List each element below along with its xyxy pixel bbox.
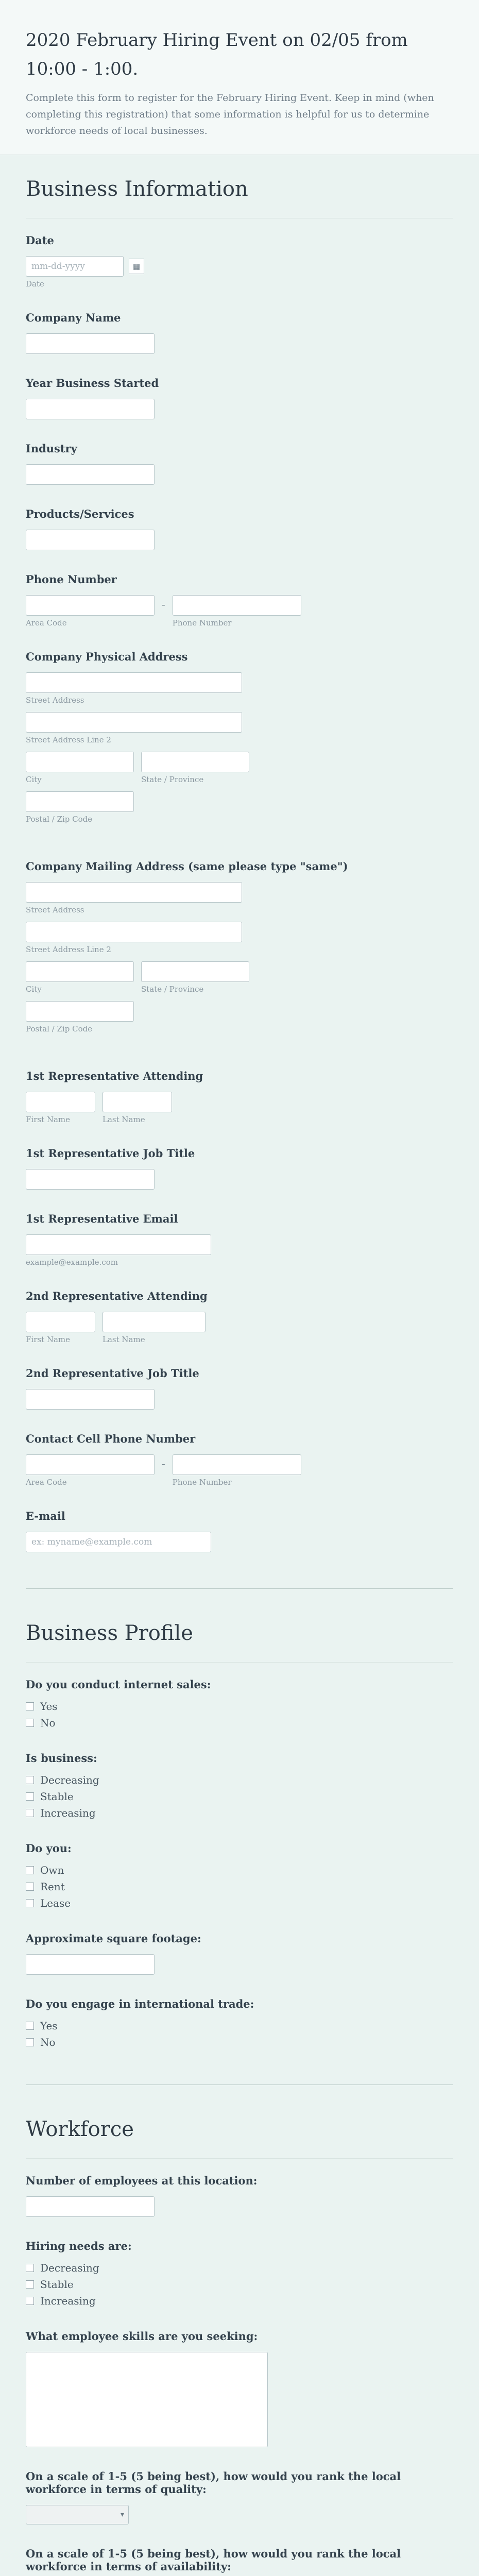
area-code-sublabel: Area Code [26, 618, 67, 628]
option-label: Decreasing [40, 1774, 99, 1786]
state-sublabel: State / Province [141, 775, 204, 784]
option[interactable] [26, 1880, 453, 1893]
option[interactable] [26, 2036, 453, 2048]
section-header-workforce [26, 2116, 453, 2159]
city-sublabel: City [26, 775, 42, 784]
date-input[interactable] [26, 256, 124, 277]
section-divider [26, 2084, 453, 2085]
option[interactable] [26, 2295, 453, 2307]
option[interactable] [26, 1897, 453, 1909]
business-trend-field [26, 1752, 453, 1819]
employees-field [26, 2174, 453, 2217]
business-trend-label: Is business: [26, 1752, 97, 1765]
mailing-postal-input[interactable] [26, 1001, 134, 1022]
skills-label: What employee skills are you seeking: [26, 2330, 258, 2343]
last-name-sublabel: Last Name [102, 1335, 145, 1344]
rep1-title-label: 1st Representative Job Title [26, 1147, 195, 1160]
option-label: Stable [40, 2278, 74, 2291]
quality-field [26, 2470, 453, 2524]
company-name-label: Company Name [26, 311, 121, 324]
checkbox[interactable] [26, 2038, 34, 2046]
checkbox[interactable] [26, 2264, 34, 2272]
postal-sublabel: Postal / Zip Code [26, 1024, 93, 1033]
first-name-sublabel: First Name [26, 1115, 71, 1124]
phone-number-sublabel: Phone Number [172, 618, 232, 628]
internet-sales-field [26, 1678, 453, 1729]
checkbox[interactable] [26, 1776, 34, 1784]
section-title: Workforce [26, 2117, 134, 2141]
checkbox[interactable] [26, 1719, 34, 1727]
contact-area-code-input[interactable] [26, 1454, 155, 1475]
year-started-label: Year Business Started [26, 377, 159, 389]
checkbox[interactable] [26, 1702, 34, 1710]
rep1-label: 1st Representative Attending [26, 1070, 203, 1082]
rep2-title-input[interactable] [26, 1389, 155, 1410]
checkbox[interactable] [26, 1792, 34, 1801]
products-label: Products/Services [26, 507, 134, 520]
phone-label: Phone Number [26, 573, 117, 586]
area-code-input[interactable] [26, 595, 155, 616]
option[interactable] [26, 1864, 453, 1876]
phone-number-input[interactable] [173, 595, 301, 616]
email-field [26, 1510, 453, 1552]
option-label: Decreasing [40, 2262, 99, 2274]
hiring-needs-label: Hiring needs are: [26, 2240, 132, 2252]
form-description: Complete this form to register for the February Hiring Event. Keep in mind (when completing this registration) that some information is helpful for us to determine workforce needs of local businesses. [26, 92, 434, 137]
rep1-first-input[interactable] [26, 1092, 95, 1112]
skills-textarea[interactable] [26, 2352, 268, 2447]
option-label: Increasing [40, 1807, 96, 1819]
rep1-email-field [26, 1212, 453, 1267]
form-header [0, 0, 479, 155]
option[interactable] [26, 2020, 453, 2032]
section-divider [26, 1588, 453, 1589]
mailing-state-input[interactable] [141, 961, 249, 982]
section-title: Business Information [26, 177, 248, 201]
availability-label: On a scale of 1-5 (5 being best), how would you rank the local workforce in terms of availability: [26, 2547, 401, 2573]
contact-phone-number-input[interactable] [173, 1454, 301, 1475]
option[interactable] [26, 2278, 453, 2291]
checkbox[interactable] [26, 2022, 34, 2030]
section-header-business-info [26, 155, 453, 218]
phone-dash: - [162, 598, 165, 611]
ownership-label: Do you: [26, 1842, 72, 1855]
option[interactable] [26, 2262, 453, 2274]
physical-street-input[interactable] [26, 672, 242, 693]
square-footage-label: Approximate square footage: [26, 1932, 201, 1945]
city-sublabel: City [26, 985, 42, 994]
section-title: Business Profile [26, 1621, 193, 1645]
street2-sublabel: Street Address Line 2 [26, 735, 111, 744]
employees-label: Number of employees at this location: [26, 2174, 258, 2187]
email-sublabel: example@example.com [26, 1258, 118, 1267]
contact-phone-field [26, 1432, 453, 1487]
phone-number-sublabel: Phone Number [172, 1478, 232, 1487]
option[interactable] [26, 1717, 453, 1729]
quality-select[interactable] [26, 2505, 129, 2524]
option[interactable] [26, 1790, 453, 1803]
section-header-business-profile [26, 1620, 453, 1663]
company-name-field [26, 311, 453, 354]
contact-phone-label: Contact Cell Phone Number [26, 1432, 196, 1445]
option-label: No [40, 1717, 56, 1729]
products-input[interactable] [26, 530, 155, 550]
date-label: Date [26, 234, 54, 247]
rep2-title-field [26, 1367, 453, 1410]
international-label: Do you engage in international trade: [26, 1997, 254, 2010]
option-label: Rent [40, 1880, 65, 1893]
form-title: 2020 February Hiring Event on 02/05 from 10:00 - 1:00. [26, 30, 408, 79]
form-content [0, 155, 479, 2576]
option-label: Yes [40, 1700, 58, 1713]
rep2-first-input[interactable] [26, 1312, 95, 1332]
postal-sublabel: Postal / Zip Code [26, 815, 93, 824]
international-field [26, 1997, 453, 2048]
state-sublabel: State / Province [141, 985, 204, 994]
internet-sales-label: Do you conduct internet sales: [26, 1678, 211, 1691]
mailing-address-label: Company Mailing Address (same please type "same") [26, 860, 348, 873]
option-label: Stable [40, 1790, 74, 1803]
year-started-input[interactable] [26, 399, 155, 419]
date-sublabel: Date [26, 279, 44, 289]
physical-address-label: Company Physical Address [26, 650, 188, 663]
physical-state-input[interactable] [141, 752, 249, 772]
rep1-email-label: 1st Representative Email [26, 1212, 178, 1225]
mailing-address-field [26, 860, 453, 1033]
option-label: Lease [40, 1897, 71, 1909]
checkbox[interactable] [26, 1899, 34, 1907]
checkbox[interactable] [26, 1883, 34, 1891]
industry-label: Industry [26, 442, 77, 455]
mailing-street-input[interactable] [26, 882, 242, 903]
phone-dash: - [162, 1458, 165, 1470]
rep1-title-input[interactable] [26, 1169, 155, 1190]
rep2-last-input[interactable] [102, 1312, 206, 1332]
physical-street2-input[interactable] [26, 712, 242, 733]
option-label: Yes [40, 2020, 58, 2032]
option-label: Increasing [40, 2295, 96, 2307]
hiring-needs-field [26, 2240, 453, 2307]
street-sublabel: Street Address [26, 696, 84, 705]
checkbox[interactable] [26, 2297, 34, 2305]
last-name-sublabel: Last Name [102, 1115, 145, 1124]
rep2-label: 2nd Representative Attending [26, 1290, 208, 1302]
street-sublabel: Street Address [26, 905, 84, 914]
option-label: No [40, 2036, 56, 2048]
date-field [26, 234, 453, 289]
quality-label: On a scale of 1-5 (5 being best), how would you rank the local workforce in terms of quality: [26, 2470, 401, 2496]
ownership-field [26, 1842, 453, 1909]
employees-input[interactable] [26, 2196, 155, 2217]
mailing-city-input[interactable] [26, 961, 134, 982]
email-label: E-mail [26, 1510, 65, 1522]
chevron-down-icon: ▾ [120, 2511, 124, 2519]
year-started-field [26, 377, 453, 419]
checkbox[interactable] [26, 2280, 34, 2289]
physical-address-field [26, 650, 453, 824]
checkbox[interactable] [26, 1866, 34, 1874]
products-field [26, 507, 453, 550]
rep2-title-label: 2nd Representative Job Title [26, 1367, 199, 1380]
rep2-field [26, 1290, 453, 1344]
option-label: Own [40, 1864, 64, 1876]
option[interactable] [26, 1807, 453, 1819]
industry-input[interactable] [26, 464, 155, 485]
square-footage-input[interactable] [26, 1954, 155, 1975]
street2-sublabel: Street Address Line 2 [26, 945, 111, 954]
option[interactable] [26, 1774, 453, 1786]
availability-field [26, 2547, 453, 2576]
rep1-last-input[interactable] [102, 1092, 172, 1112]
email-input[interactable] [26, 1532, 211, 1552]
square-footage-field [26, 1932, 453, 1975]
area-code-sublabel: Area Code [26, 1478, 67, 1487]
rep1-email-input[interactable] [26, 1234, 211, 1255]
physical-city-input[interactable] [26, 752, 134, 772]
calendar-icon[interactable]: ▦ [129, 259, 144, 274]
company-name-input[interactable] [26, 333, 155, 354]
physical-postal-input[interactable] [26, 791, 134, 812]
option[interactable] [26, 1700, 453, 1713]
skills-field [26, 2330, 453, 2447]
industry-field [26, 442, 453, 485]
rep1-title-field [26, 1147, 453, 1190]
phone-field [26, 573, 453, 628]
mailing-street2-input[interactable] [26, 922, 242, 942]
first-name-sublabel: First Name [26, 1335, 71, 1344]
checkbox[interactable] [26, 1809, 34, 1817]
rep1-field [26, 1070, 453, 1124]
